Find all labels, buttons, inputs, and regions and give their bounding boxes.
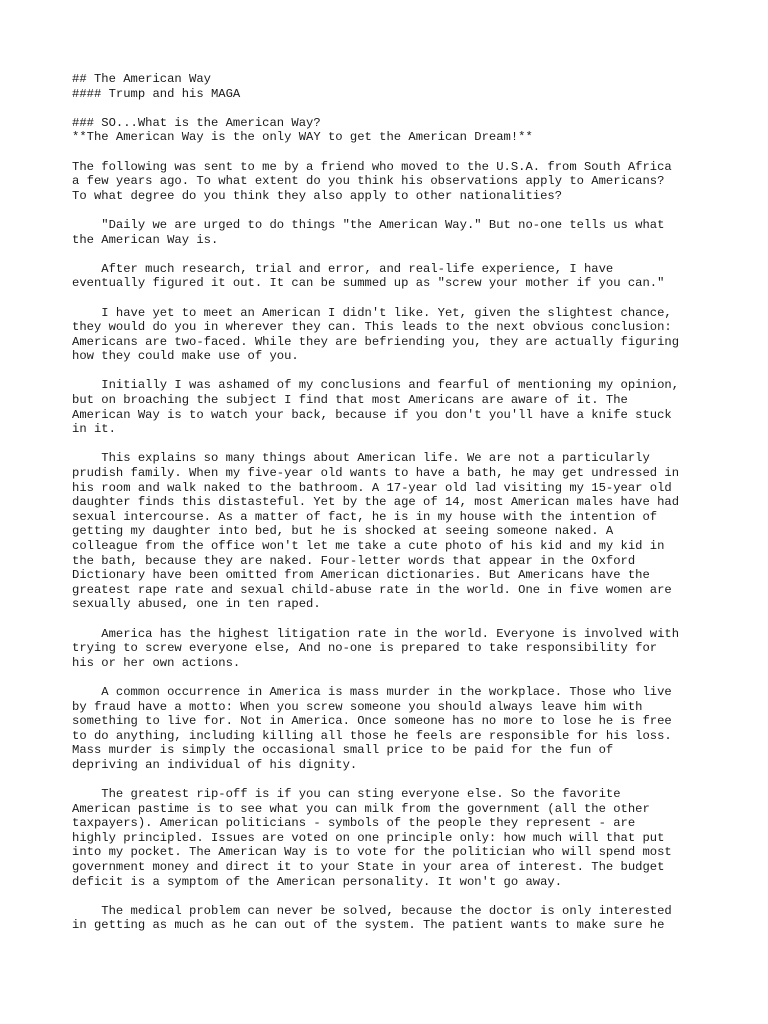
paragraph-line: eventually figured it out. It can be summed up as "screw your mother if you can." — [72, 276, 665, 291]
spacer — [72, 612, 732, 627]
tagline: **The American Way is the only WAY to get the American Dream!** — [72, 130, 533, 145]
paragraph-line: by fraud have a motto: When you screw someone you should always leave him with — [72, 699, 643, 714]
paragraph-line: Initially I was ashamed of my conclusions and fearful of mentioning my opinion, — [72, 378, 680, 393]
paragraph-line: the American Way is. — [72, 232, 219, 247]
paragraph-line: highly principled. Issues are voted on one principle only: how much will that put — [72, 830, 665, 845]
paragraph-line: in it. — [72, 422, 116, 437]
paragraph-line: "Daily we are urged to do things "the American Way." But no-one tells us what — [72, 217, 665, 232]
paragraph-line: something to live for. Not in America. Once someone has no more to lose he is free — [72, 714, 672, 729]
paragraph-line: getting my daughter into bed, but he is shocked at seeing someone naked. A — [72, 524, 614, 539]
paragraph — [72, 787, 732, 889]
paragraph-line: I have yet to meet an American I didn't like. Yet, given the slightest chance, — [72, 305, 672, 320]
paragraph — [72, 685, 732, 773]
paragraph-line: prudish family. When my five-year old wants to have a bath, he may get undressed in — [72, 466, 680, 481]
paragraph-line: The medical problem can never be solved, because the doctor is only interested — [72, 903, 672, 918]
paragraph-line: American pastime is to see what you can milk from the government (all the other — [72, 801, 650, 816]
paragraph-line: To what degree do you think they also apply to other nationalities? — [72, 188, 563, 203]
paragraph-line: his room and walk naked to the bathroom. A 17-year old lad visiting my 15-year old — [72, 480, 672, 495]
paragraph — [72, 160, 732, 204]
paragraph-line: government money and direct it to your State in your area of interest. The budget — [72, 860, 665, 875]
paragraph-line: Dictionary have been omitted from American dictionaries. But Americans have the — [72, 568, 650, 583]
paragraph — [72, 306, 732, 364]
spacer — [72, 437, 732, 452]
paragraph-line: in getting as much as he can out of the system. The patient wants to make sure he — [72, 918, 665, 933]
paragraph — [72, 904, 732, 933]
paragraph-line: his or her own actions. — [72, 655, 241, 670]
spacer — [72, 670, 732, 685]
paragraph-line: into my pocket. The American Way is to vote for the politician who will spend most — [72, 845, 672, 860]
paragraph-line: Americans are two-faced. While they are befriending you, they are actually figuring — [72, 334, 680, 349]
spacer — [72, 291, 732, 306]
spacer — [72, 773, 732, 788]
paragraph-line: sexually abused, one in ten raped. — [72, 597, 321, 612]
heading-h3: ### SO...What is the American Way? — [72, 115, 321, 130]
paragraph — [72, 451, 732, 612]
paragraph-line: daughter finds this distasteful. Yet by the age of 14, most American males have had — [72, 495, 680, 510]
paragraph-line: to do anything, including killing all those he feels are responsible for his loss. — [72, 728, 672, 743]
heading-h4: #### Trump and his MAGA — [72, 86, 241, 101]
document-body — [72, 160, 732, 933]
paragraph-line: the bath, because they are naked. Four-letter words that appear in the Oxford — [72, 553, 636, 568]
paragraph-line: depriving an individual of his dignity. — [72, 757, 358, 772]
spacer — [72, 889, 732, 904]
heading-h2: ## The American Way — [72, 72, 211, 86]
paragraph-line: After much research, trial and error, and real-life experience, I have — [72, 261, 614, 276]
paragraph-line: The greatest rip-off is if you can sting everyone else. So the favorite — [72, 787, 621, 802]
paragraph-line: This explains so many things about American life. We are not a particularly — [72, 451, 650, 466]
paragraph-line: a few years ago. To what extent do you think his observations apply to Americans? — [72, 174, 665, 189]
paragraph-line: American Way is to watch your back, because if you don't you'll have a knife stuck — [72, 407, 672, 422]
spacer — [72, 364, 732, 379]
paragraph-line: taxpayers). American politicians - symbols of the people they represent - are — [72, 816, 636, 831]
paragraph-line: The following was sent to me by a friend who moved to the U.S.A. from South Africa — [72, 159, 672, 174]
spacer — [72, 203, 732, 218]
spacer — [72, 145, 732, 160]
paragraph-line: Mass murder is simply the occasional small price to be paid for the fun of — [72, 743, 614, 758]
paragraph-line: but on broaching the subject I find that most Americans are aware of it. The — [72, 393, 628, 408]
paragraph-line: sexual intercourse. As a matter of fact, he is in my house with the intention of — [72, 509, 658, 524]
paragraph — [72, 627, 732, 671]
paragraph-line: how they could make use of you. — [72, 349, 299, 364]
paragraph-line: America has the highest litigation rate in the world. Everyone is involved with — [72, 626, 680, 641]
paragraph — [72, 218, 732, 247]
spacer — [72, 247, 732, 262]
paragraph-line: A common occurrence in America is mass murder in the workplace. Those who live — [72, 684, 672, 699]
paragraph-line: deficit is a symptom of the American personality. It won't go away. — [72, 874, 563, 889]
paragraph — [72, 262, 732, 291]
document-page — [72, 72, 732, 933]
paragraph-line: trying to screw everyone else, And no-one is prepared to take responsibility for — [72, 641, 658, 656]
paragraph — [72, 378, 732, 436]
spacer — [72, 101, 732, 116]
paragraph-line: greatest rape rate and sexual child-abuse rate in the world. One in five women are — [72, 582, 672, 597]
paragraph-line: colleague from the office won't let me take a cute photo of his kid and my kid in — [72, 539, 665, 553]
paragraph-line: they would do you in wherever they can. This leads to the next obvious conclusion: — [72, 320, 672, 335]
